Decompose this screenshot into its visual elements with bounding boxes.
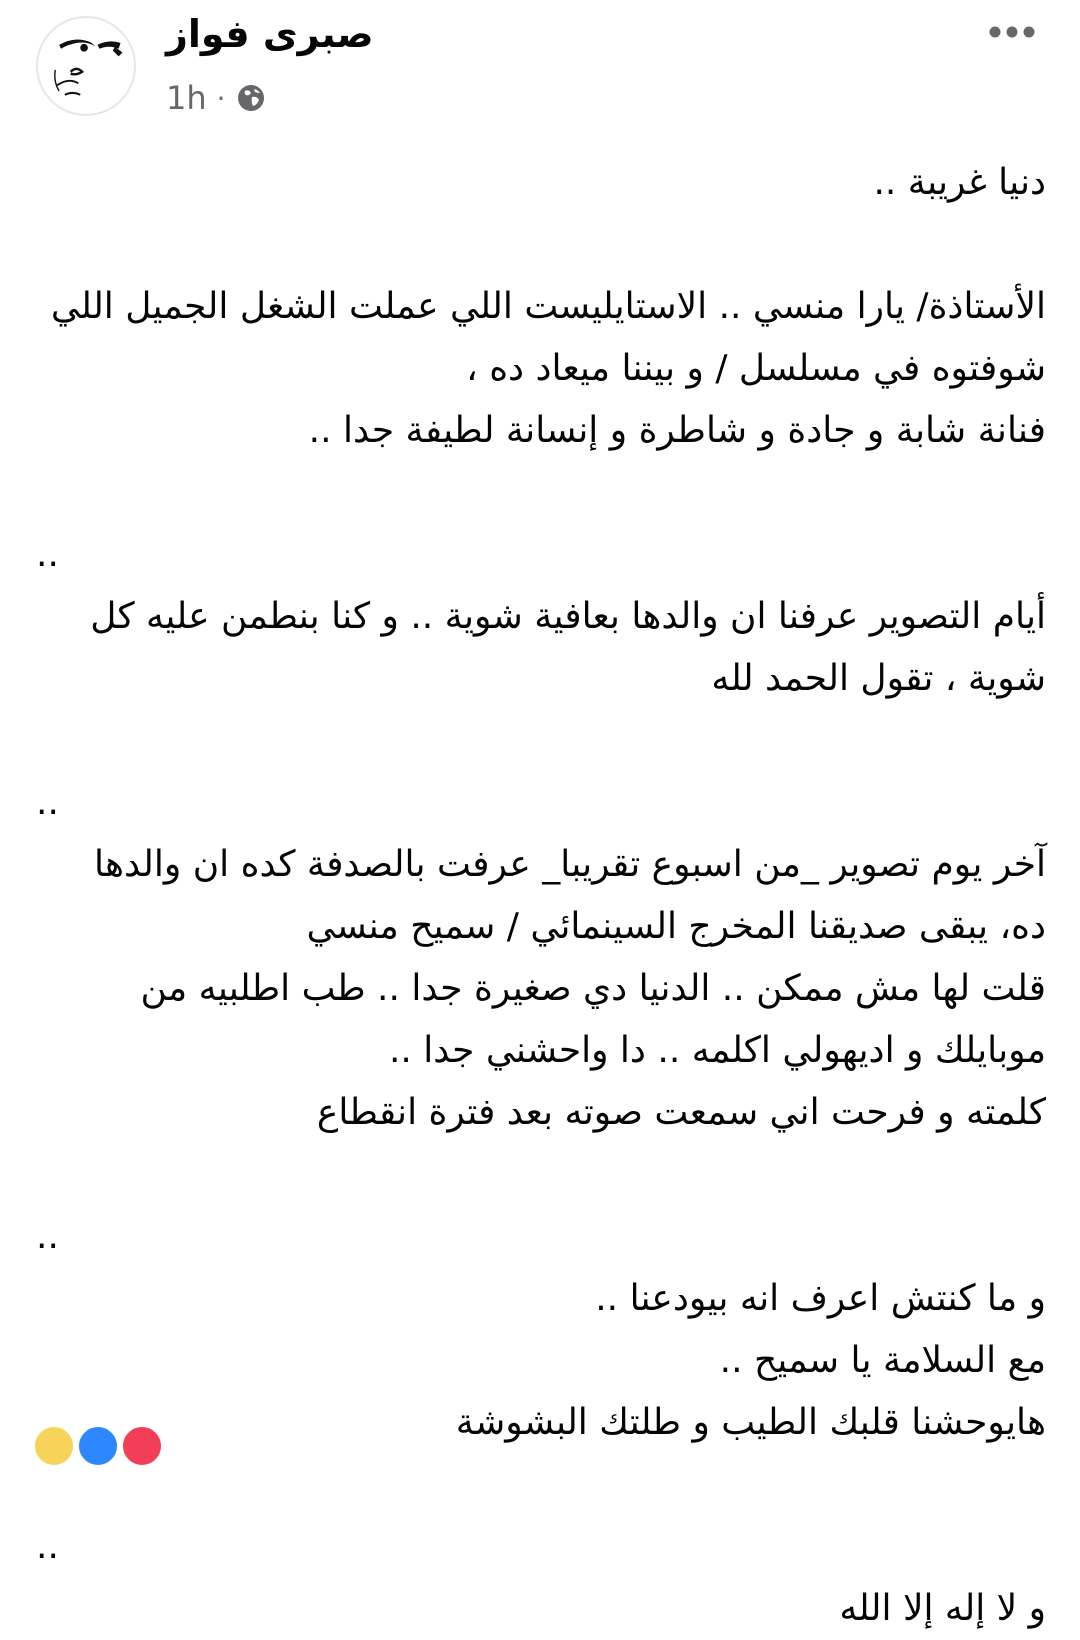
post-text-line: آخر يوم تصوير _من اسبوع تقريبا_ عرفت بالصدفة كده ان والدها	[94, 844, 1046, 885]
avatar-sketch-icon	[38, 18, 134, 114]
post-text-line: شوية ، تقول الحمد لله	[711, 658, 1046, 699]
post-text-line: شوفتوه في مسلسل / و بيننا ميعاد ده ،	[466, 348, 1046, 389]
globe-icon[interactable]	[236, 83, 266, 113]
like-reaction-icon	[76, 1424, 120, 1468]
reactions-summary[interactable]	[32, 1424, 172, 1464]
post-text-line: هايوحشنا قلبك الطيب و طلتك البشوشة	[455, 1402, 1046, 1443]
post-text-line: دنيا غريبة ..	[873, 162, 1046, 203]
love-reaction-icon	[120, 1424, 164, 1468]
post-text-line: مع السلامة يا سميح ..	[719, 1340, 1046, 1381]
post-text-line: أيام التصوير عرفنا ان والدها بعافية شوية .. و كنا بنطمن عليه كل	[90, 596, 1046, 637]
post-text-line: و لا إله إلا الله	[839, 1588, 1046, 1629]
separator-dots: ..	[36, 1216, 59, 1257]
post-header	[0, 0, 1080, 130]
post-text-line: و ما كنتش اعرف انه بيودعنا ..	[595, 1278, 1046, 1319]
care-reaction-icon	[32, 1424, 76, 1468]
post-text	[30, 152, 1046, 1640]
paragraph-gap	[30, 462, 1046, 524]
paragraph-gap	[30, 1454, 1046, 1516]
separator-dots: ..	[36, 1526, 59, 1567]
more-options-button[interactable]	[980, 14, 1044, 50]
post-text-line: فنانة شابة و جادة و شاطرة و إنسانة لطيفة جدا ..	[308, 410, 1046, 451]
post-meta	[166, 78, 266, 118]
author-avatar[interactable]	[36, 16, 136, 116]
post-time[interactable]: 1h	[166, 79, 207, 117]
separator-dots: ..	[36, 782, 59, 823]
post-text-line: ده، يبقى صديقنا المخرج السينمائي / سميح منسي	[306, 906, 1046, 947]
author-name[interactable]: صبرى فواز	[166, 12, 374, 56]
separator-dots: ..	[36, 534, 59, 575]
post-text-line: موبايلك و اديهولي اكلمه .. دا واحشني جدا ..	[388, 1030, 1046, 1071]
meta-separator: ·	[216, 81, 226, 115]
paragraph-gap	[30, 214, 1046, 276]
post-text-line: الأستاذة/ يارا منسي .. الاستايليست اللي عملت الشغل الجميل اللي	[50, 286, 1046, 327]
paragraph-gap	[30, 1144, 1046, 1206]
post-text-line: كلمته و فرحت اني سمعت صوته بعد فترة انقطاع	[316, 1092, 1046, 1133]
post-text-line: قلت لها مش ممكن .. الدنيا دي صغيرة جدا .. طب اطلبيه من	[140, 968, 1046, 1009]
paragraph-gap	[30, 710, 1046, 772]
more-horizontal-icon	[988, 25, 1036, 39]
